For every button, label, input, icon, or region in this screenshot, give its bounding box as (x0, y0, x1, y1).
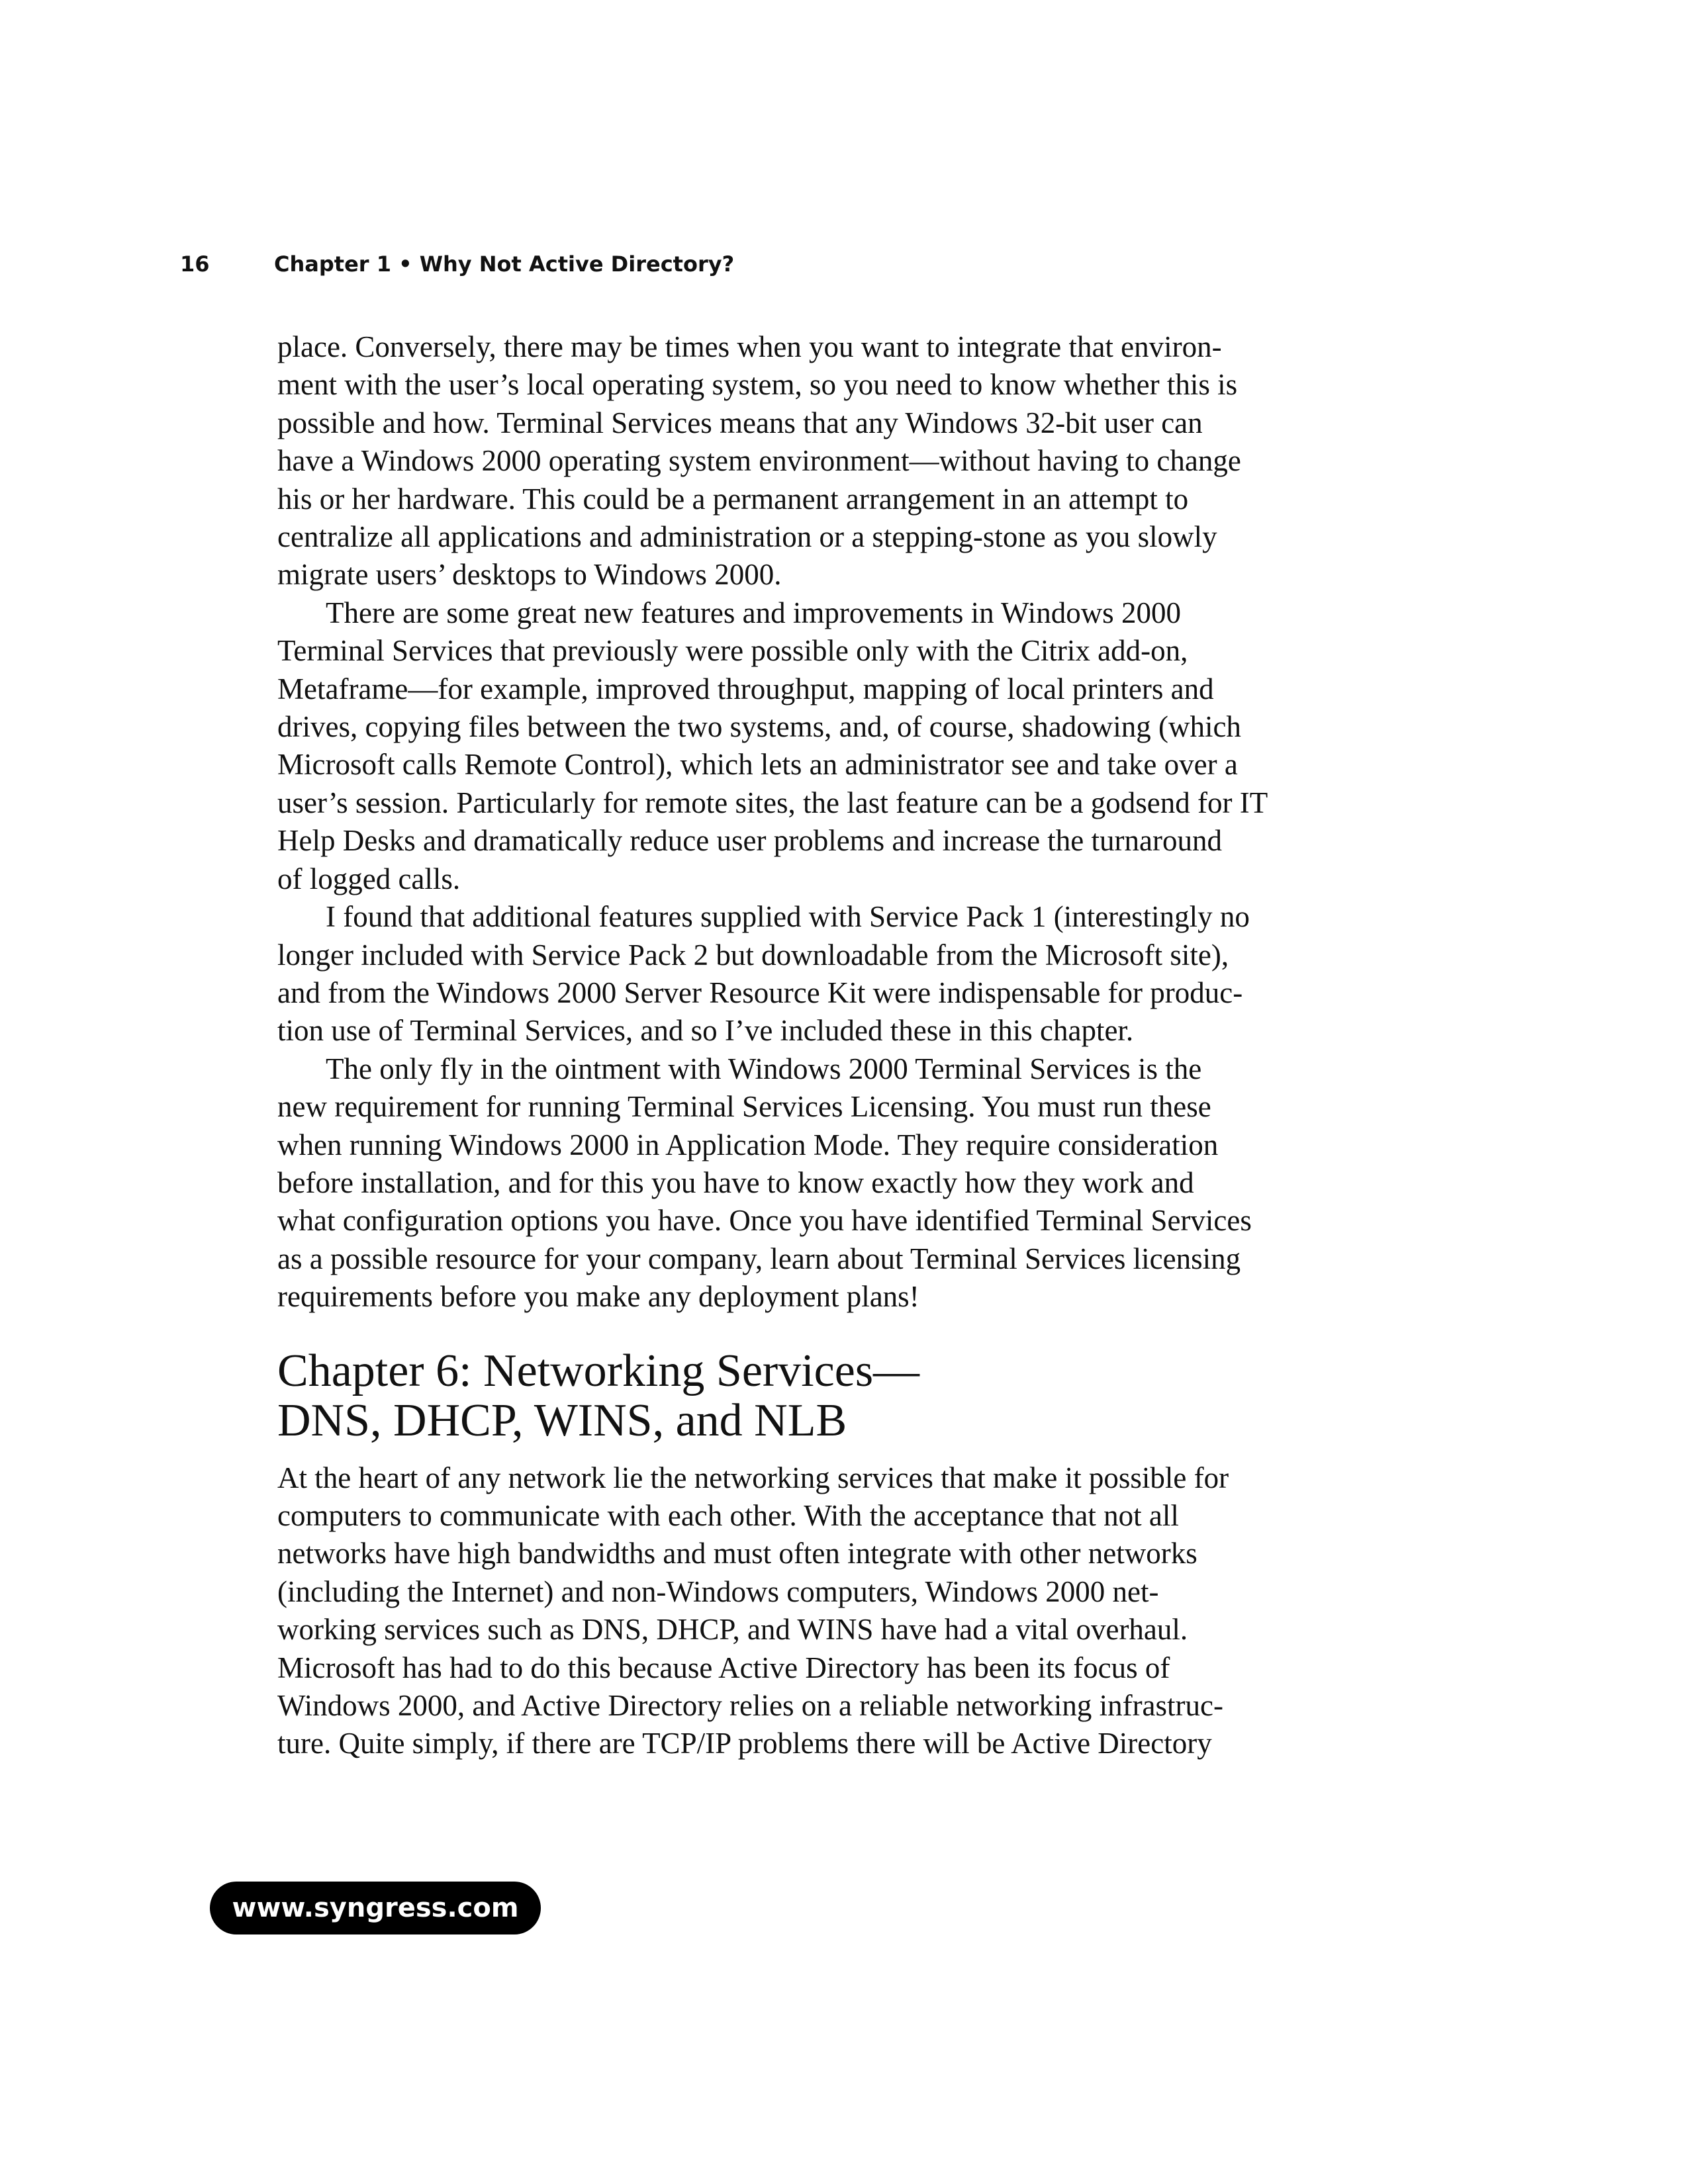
text-line: (including the Internet) and non-Windows computers, Windows 2000 net- (277, 1574, 1159, 1608)
text-line: I found that additional features supplied with Service Pack 1 (interestingly no (326, 900, 1250, 934)
paragraph (277, 1050, 1350, 1316)
text-line: Microsoft calls Remote Control), which lets an administrator see and take over a (277, 748, 1238, 782)
text-line: of logged calls. (277, 862, 461, 895)
page-body (277, 328, 1350, 1763)
text-line: possible and how. Terminal Services means that any Windows 32-bit user can (277, 406, 1203, 439)
text-line: longer included with Service Pack 2 but downloadable from the Microsoft site), (277, 938, 1229, 972)
text-line: Microsoft has had to do this because Active Directory has been its focus of (277, 1651, 1170, 1684)
page-number: 16 (180, 251, 210, 277)
text-line: ment with the user’s local operating system, so you need to know whether this is (277, 368, 1238, 402)
text-line: ture. Quite simply, if there are TCP/IP problems there will be Active Directory (277, 1727, 1212, 1760)
text-line: working services such as DNS, DHCP, and WINS have had a vital overhaul. (277, 1613, 1188, 1647)
text-line: The only fly in the ointment with Windows 2000 Terminal Services is the (326, 1052, 1202, 1085)
text-line: have a Windows 2000 operating system environment—without having to change (277, 444, 1241, 478)
section-paragraph (277, 1459, 1350, 1763)
text-line: requirements before you make any deployment plans! (277, 1280, 919, 1314)
text-line: as a possible resource for your company, learn about Terminal Services licensing (277, 1242, 1241, 1275)
text-line: migrate users’ desktops to Windows 2000. (277, 558, 782, 592)
website-link[interactable] (210, 1882, 541, 1934)
text-line: place. Conversely, there may be times when you want to integrate that environ- (277, 330, 1222, 363)
paragraph (277, 898, 1350, 1050)
heading-line: DNS, DHCP, WINS, and NLB (277, 1394, 847, 1446)
text-line: Windows 2000, and Active Directory relies on a reliable networking infrastruc- (277, 1689, 1223, 1722)
text-line: his or her hardware. This could be a permanent arrangement in an attempt to (277, 482, 1189, 516)
text-line: Terminal Services that previously were possible only with the Citrix add-on, (277, 634, 1188, 668)
text-line: when running Windows 2000 in Application Mode. They require consideration (277, 1128, 1219, 1161)
text-line: new requirement for running Terminal Services Licensing. You must run these (277, 1090, 1211, 1124)
chapter-title: Chapter 1 • Why Not Active Directory? (274, 251, 735, 277)
text-line: what configuration options you have. Once you have identified Terminal Services (277, 1204, 1252, 1238)
text-line: Help Desks and dramatically reduce user problems and increase the turnaround (277, 824, 1222, 858)
text-line: and from the Windows 2000 Server Resource Kit were indispensable for produc- (277, 976, 1243, 1009)
text-line: tion use of Terminal Services, and so I’ve included these in this chapter. (277, 1014, 1134, 1048)
paragraph (277, 328, 1350, 594)
heading-line: Chapter 6: Networking Services— (277, 1345, 920, 1396)
text-line: computers to communicate with each other. With the acceptance that not all (277, 1498, 1179, 1532)
text-line: centralize all applications and administration or a stepping-stone as you slowly (277, 520, 1217, 554)
website-url: www.syngress.com (232, 1893, 519, 1923)
text-line: At the heart of any network lie the networking services that make it possible for (277, 1461, 1229, 1494)
text-line: drives, copying files between the two systems, and, of course, shadowing (which (277, 710, 1241, 744)
text-line: Metaframe—for example, improved throughput, mapping of local printers and (277, 672, 1214, 705)
text-line: There are some great new features and improvements in Windows 2000 (326, 596, 1181, 629)
text-line: before installation, and for this you have to know exactly how they work and (277, 1165, 1194, 1199)
section-heading (277, 1346, 1350, 1445)
text-line: networks have high bandwidths and must often integrate with other networks (277, 1537, 1197, 1570)
text-line: user’s session. Particularly for remote sites, the last feature can be a godsend for IT (277, 786, 1268, 819)
paragraph (277, 594, 1350, 898)
